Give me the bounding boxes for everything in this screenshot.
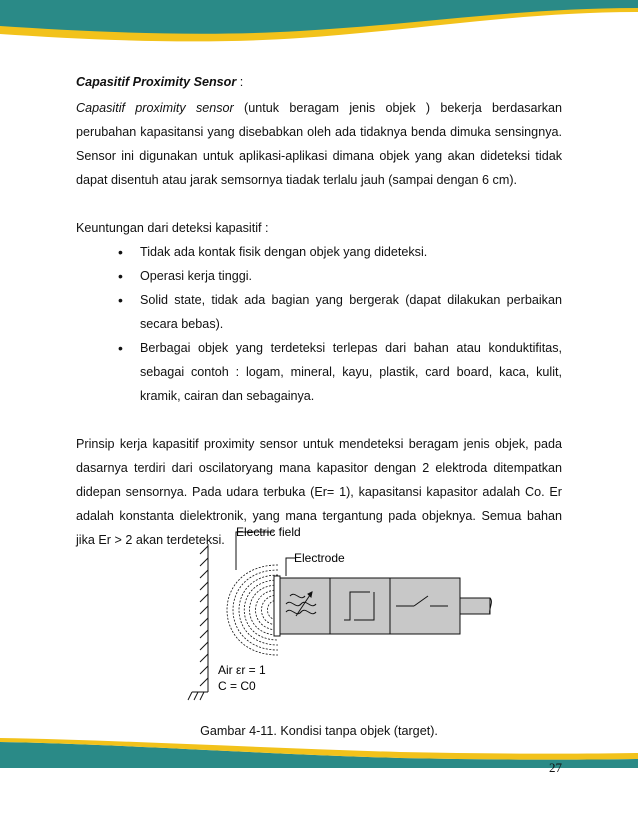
page-body (76, 70, 562, 552)
figure-caption: Gambar 4-11. Kondisi tanpa objek (target). (200, 724, 438, 738)
page-number: 27 (549, 760, 562, 775)
sensor-cable (460, 598, 490, 614)
list-item: • Berbagai objek yang terdeteksi terlepas dari bahan atau konduktifitas, sebagai contoh : logam, mineral, kayu, plastik, card board, kaca, kulit, kramik, cairan dan sebagainya. (118, 336, 562, 408)
header-decoration (0, 0, 638, 50)
label-electrode: Electrode (294, 551, 345, 565)
label-electric-field: Electric field (236, 525, 301, 539)
intro-paragraph: Capasitif proximity sensor (untuk beragam jenis objek ) bekerja berdasarkan perubahan kapasitansi yang disebabkan oleh ada tidaknya benda dimuka sensingnya. Sensor ini digunakan untuk aplikasi-aplikasi dimana objek yang akan dideteksi tidak dapat disentuh atau jarak semsornya tiadak terlalu jauh (sampai dengan 6 cm). (76, 101, 562, 187)
section-heading: Capasitif Proximity Sensor : (76, 75, 244, 89)
advantages-heading: Keuntungan dari deteksi kapasitif : (76, 221, 269, 235)
label-air: Air εr = 1 (218, 663, 266, 677)
label-capacitance: C = C0 (218, 679, 256, 693)
electric-field-lines (227, 565, 278, 655)
list-item: • Solid state, tidak ada bagian yang bergerak (dapat dilakukan perbaikan secara bebas). (118, 288, 562, 336)
advantages-list (76, 240, 562, 408)
list-item: • Tidak ada kontak fisik dengan objek yang dideteksi. (118, 240, 562, 264)
list-item: • Operasi kerja tinggi. (118, 264, 562, 288)
electrode-plate (274, 576, 280, 636)
capacitive-sensor-diagram (178, 520, 498, 710)
footer-decoration (0, 738, 638, 768)
ground-wall (188, 544, 208, 700)
principle-paragraph: Prinsip kerja kapasitif proximity sensor untuk mendeteksi beragam jenis objek, pada dasarnya terdiri dari oscilatoryang mana kapasitor dengan 2 elektroda ditempatkan didepan sensornya. Pada udara terbuka (Er= 1), kapasitansi kapasitor adalah Co. Er adalah konstanta dielektronik, yang mana tergantung pada objeknya. Semua bahan jika Er > 2 akan terdeteksi. (76, 437, 562, 547)
